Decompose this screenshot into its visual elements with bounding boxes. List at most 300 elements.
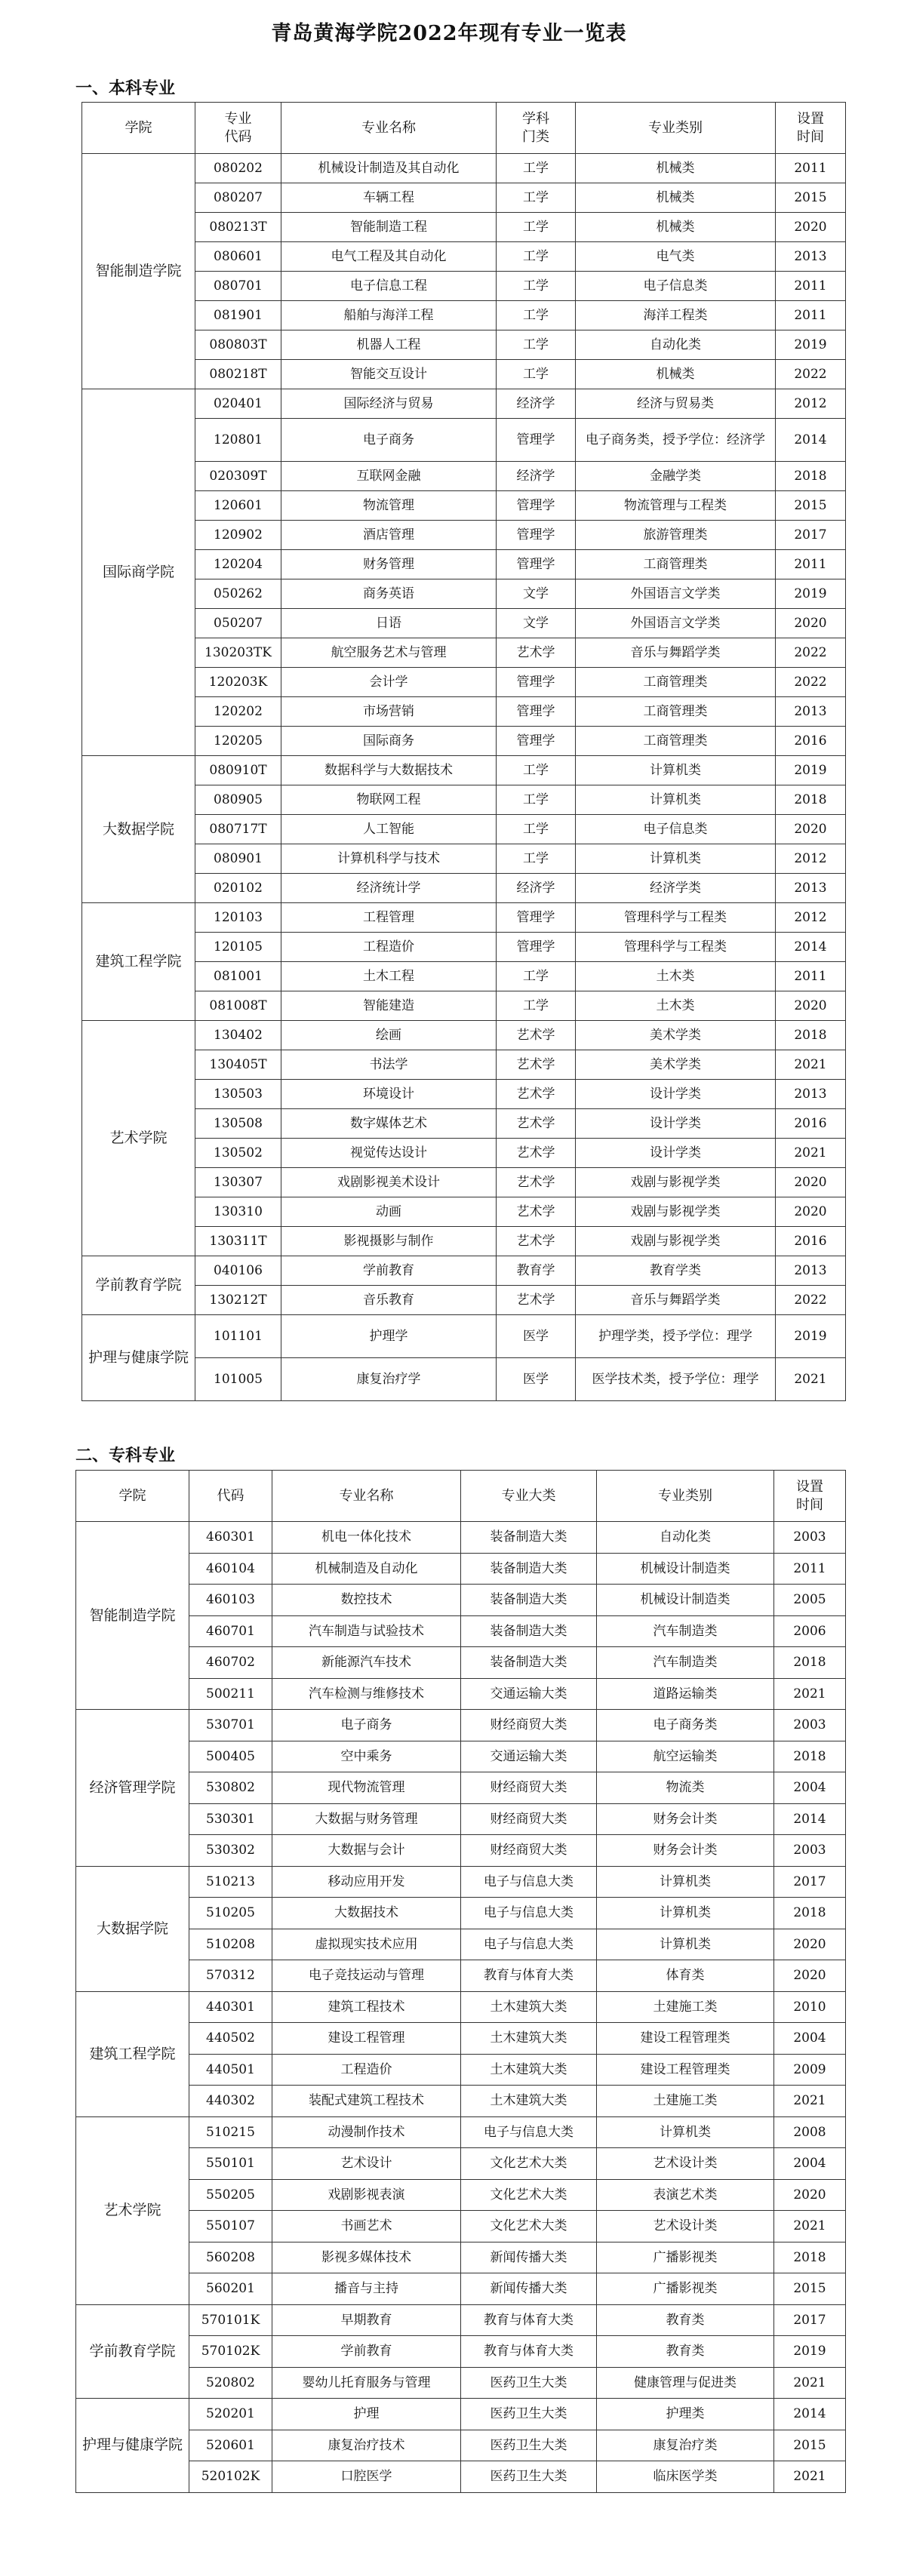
major-name-cell: 智能制造工程 (281, 213, 497, 242)
major-name-cell: 空中乘务 (272, 1741, 461, 1772)
table-row (76, 1615, 846, 1647)
major-name-cell: 书法学 (281, 1050, 497, 1080)
category-cell: 计算机类 (597, 2116, 774, 2148)
category-cell: 计算机类 (576, 844, 776, 874)
major-code-cell: 050262 (195, 579, 281, 609)
major-code-cell: 550101 (189, 2148, 272, 2180)
major-name-cell: 电子商务 (272, 1710, 461, 1741)
college-cell: 大数据学院 (82, 756, 195, 903)
major-class-cell: 土木建筑大类 (461, 1991, 597, 2023)
major-name-cell: 大数据与财务管理 (272, 1803, 461, 1835)
year-cell: 2019 (776, 330, 846, 360)
discipline-cell: 艺术学 (497, 1080, 576, 1109)
major-name-cell: 互联网金融 (281, 462, 497, 491)
major-name-cell: 电子信息工程 (281, 272, 497, 301)
major-class-cell: 电子与信息大类 (461, 1866, 597, 1898)
discipline-cell: 工学 (497, 962, 576, 991)
major-name-cell: 建设工程管理 (272, 2023, 461, 2055)
major-code-cell: 120902 (195, 521, 281, 550)
category-cell: 土建施工类 (597, 2086, 774, 2117)
year-cell: 2016 (776, 1227, 846, 1256)
major-name-cell: 车辆工程 (281, 183, 497, 213)
major-class-cell: 教育与体育大类 (461, 2336, 597, 2368)
category-cell: 海洋工程类 (576, 301, 776, 330)
major-name-cell: 工程造价 (281, 933, 497, 962)
year-cell: 2003 (774, 1835, 846, 1867)
table-row (76, 1866, 846, 1898)
year-cell: 2011 (776, 301, 846, 330)
year-cell: 2021 (774, 2367, 846, 2399)
table-row (76, 1898, 846, 1929)
table-row (76, 2054, 846, 2086)
category-cell: 物流管理与工程类 (576, 491, 776, 521)
major-code-cell: 530701 (189, 1710, 272, 1741)
table-row (82, 874, 846, 903)
discipline-cell: 工学 (497, 183, 576, 213)
category-cell: 广播影视类 (597, 2273, 774, 2305)
major-code-cell: 130502 (195, 1139, 281, 1168)
category-cell: 计算机类 (576, 756, 776, 785)
major-code-cell: 510213 (189, 1866, 272, 1898)
table-row (76, 2148, 846, 2180)
year-cell: 2019 (774, 2336, 846, 2368)
year-cell: 2004 (774, 2023, 846, 2055)
major-class-cell: 财经商贸大类 (461, 1772, 597, 1804)
category-cell: 外国语言文学类 (576, 609, 776, 638)
major-name-cell: 书画艺术 (272, 2211, 461, 2242)
college-cell: 护理与健康学院 (76, 2399, 189, 2493)
major-code-cell: 440502 (189, 2023, 272, 2055)
major-code-cell: 080213T (195, 213, 281, 242)
major-name-cell: 会计学 (281, 668, 497, 697)
year-cell: 2022 (776, 638, 846, 668)
table-row (82, 213, 846, 242)
category-cell: 土木类 (576, 991, 776, 1021)
category-cell: 管理科学与工程类 (576, 903, 776, 933)
category-cell: 工商管理类 (576, 668, 776, 697)
discipline-cell: 工学 (497, 360, 576, 389)
discipline-cell: 管理学 (497, 491, 576, 521)
major-name-cell: 智能建造 (281, 991, 497, 1021)
discipline-cell: 工学 (497, 815, 576, 844)
major-code-cell: 500405 (189, 1741, 272, 1772)
major-code-cell: 510215 (189, 2116, 272, 2148)
major-name-cell: 动画 (281, 1197, 497, 1227)
major-class-cell: 文化艺术大类 (461, 2179, 597, 2211)
major-code-cell: 120202 (195, 697, 281, 727)
college-cell: 国际商学院 (82, 389, 195, 756)
major-code-cell: 130405T (195, 1050, 281, 1080)
year-cell: 2021 (776, 1358, 846, 1401)
discipline-cell: 工学 (497, 242, 576, 272)
year-cell: 2004 (774, 2148, 846, 2180)
year-cell: 2020 (774, 1929, 846, 1960)
major-name-cell: 国际经济与贸易 (281, 389, 497, 419)
discipline-cell: 经济学 (497, 874, 576, 903)
college-cell: 智能制造学院 (76, 1522, 189, 1710)
major-name-cell: 船舶与海洋工程 (281, 301, 497, 330)
major-name-cell: 电子竞技运动与管理 (272, 1960, 461, 1992)
major-code-cell: 550107 (189, 2211, 272, 2242)
year-cell: 2012 (776, 389, 846, 419)
table-row (82, 815, 846, 844)
major-name-cell: 工程管理 (281, 903, 497, 933)
year-cell: 2022 (776, 1286, 846, 1315)
category-cell: 外国语言文学类 (576, 579, 776, 609)
document-title: 青岛黄海学院2022年现有专业一览表 (271, 22, 627, 45)
major-name-cell: 婴幼儿托育服务与管理 (272, 2367, 461, 2399)
category-cell: 财务会计类 (597, 1835, 774, 1867)
major-name-cell: 电气工程及其自动化 (281, 242, 497, 272)
major-code-cell: 081901 (195, 301, 281, 330)
college-cell: 学前教育学院 (76, 2304, 189, 2399)
year-cell: 2015 (774, 2430, 846, 2461)
category-cell: 设计学类 (576, 1080, 776, 1109)
major-code-cell: 130307 (195, 1168, 281, 1197)
major-code-cell: 510208 (189, 1929, 272, 1960)
major-code-cell: 520601 (189, 2430, 272, 2461)
category-cell: 工商管理类 (576, 727, 776, 756)
major-class-cell: 装备制造大类 (461, 1615, 597, 1647)
vocational-section-heading: 二、专科专业 (75, 1446, 176, 1465)
major-name-cell: 绘画 (281, 1021, 497, 1050)
discipline-cell: 工学 (497, 844, 576, 874)
major-code-cell: 560201 (189, 2273, 272, 2305)
major-code-cell: 081008T (195, 991, 281, 1021)
discipline-cell: 管理学 (497, 419, 576, 462)
major-class-cell: 教育与体育大类 (461, 2304, 597, 2336)
table-row (76, 1960, 846, 1992)
category-cell: 机械类 (576, 183, 776, 213)
undergrad-majors-table (81, 102, 846, 1401)
category-cell: 美术学类 (576, 1021, 776, 1050)
discipline-cell: 管理学 (497, 550, 576, 579)
category-cell: 戏剧与影视学类 (576, 1227, 776, 1256)
major-name-cell: 智能交互设计 (281, 360, 497, 389)
vocational-header-row (76, 1471, 846, 1522)
year-cell: 2018 (774, 1741, 846, 1772)
table-row (76, 1991, 846, 2023)
major-class-cell: 教育与体育大类 (461, 1960, 597, 1992)
category-cell: 计算机类 (576, 785, 776, 815)
major-name-cell: 人工智能 (281, 815, 497, 844)
table-row (82, 272, 846, 301)
category-cell: 音乐与舞蹈学类 (576, 1286, 776, 1315)
discipline-cell: 管理学 (497, 697, 576, 727)
year-cell: 2021 (774, 2461, 846, 2493)
major-class-cell: 新闻传播大类 (461, 2242, 597, 2273)
table-row (76, 1772, 846, 1804)
college-cell: 艺术学院 (76, 2116, 189, 2304)
major-code-cell: 101101 (195, 1315, 281, 1358)
discipline-cell: 工学 (497, 213, 576, 242)
major-code-cell: 570101K (189, 2304, 272, 2336)
college-cell: 经济管理学院 (76, 1710, 189, 1867)
major-code-cell: 120203K (195, 668, 281, 697)
major-code-cell: 530802 (189, 1772, 272, 1804)
discipline-cell: 医学 (497, 1358, 576, 1401)
year-cell: 2012 (776, 903, 846, 933)
major-code-cell: 080601 (195, 242, 281, 272)
category-cell: 金融学类 (576, 462, 776, 491)
discipline-cell: 管理学 (497, 727, 576, 756)
year-cell: 2003 (774, 1710, 846, 1741)
major-name-cell: 环境设计 (281, 1080, 497, 1109)
year-cell: 2018 (776, 1021, 846, 1050)
major-code-cell: 130212T (195, 1286, 281, 1315)
category-cell: 临床医学类 (597, 2461, 774, 2493)
year-cell: 2014 (776, 419, 846, 462)
table-row (82, 330, 846, 360)
major-name-cell: 土木工程 (281, 962, 497, 991)
category-cell: 艺术设计类 (597, 2211, 774, 2242)
table-row (82, 844, 846, 874)
header-discipline: 学科 门类 (497, 103, 576, 154)
header-category: 专业类别 (597, 1471, 774, 1522)
major-class-cell: 土木建筑大类 (461, 2086, 597, 2117)
category-cell: 自动化类 (576, 330, 776, 360)
discipline-cell: 艺术学 (497, 1168, 576, 1197)
college-cell: 建筑工程学院 (76, 1991, 189, 2116)
major-code-cell: 080717T (195, 815, 281, 844)
major-code-cell: 020102 (195, 874, 281, 903)
major-code-cell: 120105 (195, 933, 281, 962)
category-cell: 经济与贸易类 (576, 389, 776, 419)
year-cell: 2021 (774, 2211, 846, 2242)
major-class-cell: 医药卫生大类 (461, 2461, 597, 2493)
year-cell: 2021 (776, 1050, 846, 1080)
year-cell: 2021 (774, 2086, 846, 2117)
major-code-cell: 130503 (195, 1080, 281, 1109)
table-row (82, 301, 846, 330)
discipline-cell: 文学 (497, 579, 576, 609)
major-name-cell: 学前教育 (281, 1256, 497, 1286)
category-cell: 电子信息类 (576, 815, 776, 844)
major-class-cell: 交通运输大类 (461, 1678, 597, 1710)
table-row (76, 1553, 846, 1585)
category-cell: 表演艺术类 (597, 2179, 774, 2211)
table-row (76, 1678, 846, 1710)
category-cell: 电气类 (576, 242, 776, 272)
major-name-cell: 视觉传达设计 (281, 1139, 497, 1168)
major-code-cell: 120205 (195, 727, 281, 756)
table-row (76, 2430, 846, 2461)
category-cell: 土木类 (576, 962, 776, 991)
major-code-cell: 460701 (189, 1615, 272, 1647)
category-cell: 美术学类 (576, 1050, 776, 1080)
category-cell: 教育类 (597, 2336, 774, 2368)
table-row (76, 2023, 846, 2055)
college-cell: 智能制造学院 (82, 154, 195, 389)
table-row (82, 903, 846, 933)
major-code-cell: 080202 (195, 154, 281, 183)
table-row (82, 1256, 846, 1286)
major-class-cell: 财经商贸大类 (461, 1835, 597, 1867)
major-code-cell: 520802 (189, 2367, 272, 2399)
table-row (82, 1358, 846, 1401)
major-class-cell: 医药卫生大类 (461, 2430, 597, 2461)
college-cell: 建筑工程学院 (82, 903, 195, 1021)
category-cell: 工商管理类 (576, 550, 776, 579)
table-row (82, 962, 846, 991)
table-row (76, 2399, 846, 2430)
major-name-cell: 电子商务 (281, 419, 497, 462)
discipline-cell: 管理学 (497, 903, 576, 933)
major-name-cell: 经济统计学 (281, 874, 497, 903)
year-cell: 2018 (776, 785, 846, 815)
header-college: 学院 (82, 103, 195, 154)
category-cell: 旅游管理类 (576, 521, 776, 550)
major-class-cell: 装备制造大类 (461, 1522, 597, 1554)
category-cell: 电子信息类 (576, 272, 776, 301)
major-code-cell: 120103 (195, 903, 281, 933)
header-category: 专业类别 (576, 103, 776, 154)
major-code-cell: 080218T (195, 360, 281, 389)
discipline-cell: 艺术学 (497, 1286, 576, 1315)
major-code-cell: 130311T (195, 1227, 281, 1256)
year-cell: 2013 (776, 874, 846, 903)
table-row (82, 389, 846, 419)
year-cell: 2005 (774, 1585, 846, 1616)
major-name-cell: 戏剧影视表演 (272, 2179, 461, 2211)
year-cell: 2015 (776, 491, 846, 521)
major-code-cell: 080910T (195, 756, 281, 785)
category-cell: 道路运输类 (597, 1678, 774, 1710)
major-class-cell: 文化艺术大类 (461, 2211, 597, 2242)
year-cell: 2020 (774, 1960, 846, 1992)
header-major-name: 专业名称 (272, 1471, 461, 1522)
year-cell: 2011 (776, 550, 846, 579)
table-row (82, 1168, 846, 1197)
major-class-cell: 装备制造大类 (461, 1585, 597, 1616)
table-row (82, 491, 846, 521)
category-cell: 广播影视类 (597, 2242, 774, 2273)
table-row (76, 1585, 846, 1616)
major-code-cell: 040106 (195, 1256, 281, 1286)
category-cell: 建设工程管理类 (597, 2023, 774, 2055)
year-cell: 2004 (774, 1772, 846, 1804)
header-major-name: 专业名称 (281, 103, 497, 154)
major-name-cell: 物流管理 (281, 491, 497, 521)
table-row (76, 1929, 846, 1960)
year-cell: 2017 (776, 521, 846, 550)
discipline-cell: 教育学 (497, 1256, 576, 1286)
discipline-cell: 艺术学 (497, 1109, 576, 1139)
table-row (82, 638, 846, 668)
major-name-cell: 新能源汽车技术 (272, 1647, 461, 1679)
major-class-cell: 电子与信息大类 (461, 1898, 597, 1929)
category-cell: 财务会计类 (597, 1803, 774, 1835)
major-code-cell: 120204 (195, 550, 281, 579)
major-name-cell: 机械设计制造及其自动化 (281, 154, 497, 183)
major-name-cell: 商务英语 (281, 579, 497, 609)
year-cell: 2011 (776, 154, 846, 183)
major-name-cell: 酒店管理 (281, 521, 497, 550)
year-cell: 2011 (776, 962, 846, 991)
major-code-cell: 080901 (195, 844, 281, 874)
year-cell: 2011 (774, 1553, 846, 1585)
table-row (76, 1647, 846, 1679)
major-name-cell: 学前教育 (272, 2336, 461, 2368)
major-name-cell: 航空服务艺术与管理 (281, 638, 497, 668)
category-cell: 机械设计制造类 (597, 1553, 774, 1585)
table-row (82, 1197, 846, 1227)
major-name-cell: 康复治疗学 (281, 1358, 497, 1401)
major-name-cell: 康复治疗技术 (272, 2430, 461, 2461)
major-name-cell: 国际商务 (281, 727, 497, 756)
table-row (76, 2179, 846, 2211)
major-code-cell: 440301 (189, 1991, 272, 2023)
major-name-cell: 播音与主持 (272, 2273, 461, 2305)
table-row (82, 154, 846, 183)
year-cell: 2021 (776, 1139, 846, 1168)
major-class-cell: 土木建筑大类 (461, 2054, 597, 2086)
college-cell: 学前教育学院 (82, 1256, 195, 1315)
category-cell: 计算机类 (597, 1929, 774, 1960)
category-cell: 汽车制造类 (597, 1647, 774, 1679)
category-cell: 建设工程管理类 (597, 2054, 774, 2086)
major-name-cell: 工程造价 (272, 2054, 461, 2086)
major-name-cell: 影视摄影与制作 (281, 1227, 497, 1256)
college-cell: 大数据学院 (76, 1866, 189, 1991)
table-row (82, 1286, 846, 1315)
header-major-class: 专业大类 (461, 1471, 597, 1522)
year-cell: 2018 (776, 462, 846, 491)
major-code-cell: 460104 (189, 1553, 272, 1585)
table-row (82, 550, 846, 579)
major-code-cell: 520102K (189, 2461, 272, 2493)
major-code-cell: 101005 (195, 1358, 281, 1401)
category-cell: 设计学类 (576, 1139, 776, 1168)
category-cell: 电子商务类 (597, 1710, 774, 1741)
table-row (76, 1803, 846, 1835)
major-name-cell: 移动应用开发 (272, 1866, 461, 1898)
category-cell: 计算机类 (597, 1898, 774, 1929)
major-class-cell: 交通运输大类 (461, 1741, 597, 1772)
discipline-cell: 艺术学 (497, 1197, 576, 1227)
table-row (82, 579, 846, 609)
major-class-cell: 医药卫生大类 (461, 2367, 597, 2399)
table-row (82, 1109, 846, 1139)
major-code-cell: 020401 (195, 389, 281, 419)
discipline-cell: 工学 (497, 330, 576, 360)
undergrad-section-heading: 一、本科专业 (75, 78, 176, 98)
major-code-cell: 081001 (195, 962, 281, 991)
major-code-cell: 020309T (195, 462, 281, 491)
major-name-cell: 汽车制造与试验技术 (272, 1615, 461, 1647)
year-cell: 2020 (776, 815, 846, 844)
header-college: 学院 (76, 1471, 189, 1522)
discipline-cell: 工学 (497, 756, 576, 785)
major-code-cell: 530301 (189, 1803, 272, 1835)
year-cell: 2014 (774, 1803, 846, 1835)
major-name-cell: 艺术设计 (272, 2148, 461, 2180)
year-cell: 2017 (774, 1866, 846, 1898)
year-cell: 2018 (774, 1647, 846, 1679)
year-cell: 2020 (776, 1197, 846, 1227)
major-code-cell: 080701 (195, 272, 281, 301)
major-name-cell: 现代物流管理 (272, 1772, 461, 1804)
major-code-cell: 130203TK (195, 638, 281, 668)
major-class-cell: 新闻传播大类 (461, 2273, 597, 2305)
table-row (76, 2461, 846, 2493)
major-class-cell: 装备制造大类 (461, 1553, 597, 1585)
year-cell: 2022 (776, 360, 846, 389)
category-cell: 教育类 (597, 2304, 774, 2336)
table-row (82, 360, 846, 389)
discipline-cell: 工学 (497, 991, 576, 1021)
year-cell: 2020 (776, 213, 846, 242)
